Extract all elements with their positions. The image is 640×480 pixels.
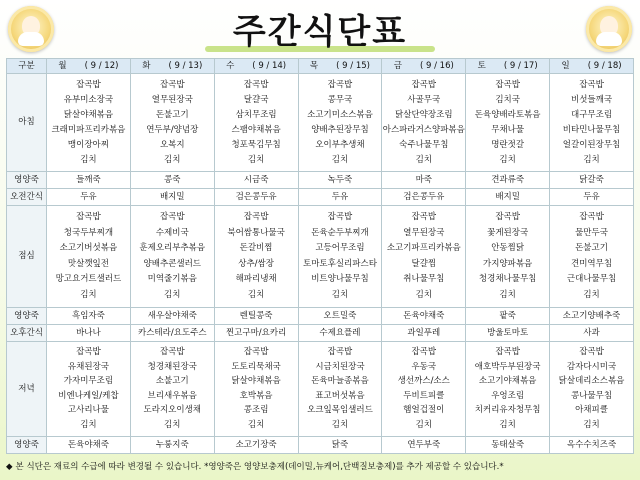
menu-cell xyxy=(466,74,550,172)
menu-item: 안동찜닭 xyxy=(491,243,525,254)
menu-item: 도라지오이생채 xyxy=(143,405,201,416)
menu-item: 달걀국 xyxy=(243,94,269,105)
menu-item: 호박볶음 xyxy=(239,390,273,401)
menu-cell: 렌틸콩죽 xyxy=(214,307,298,324)
menu-cell xyxy=(214,341,298,436)
menu-cell: 찐고구마/요카리 xyxy=(214,324,298,341)
menu-item: 생선까스/소스 xyxy=(397,376,450,387)
menu-item: 잡곡밥 xyxy=(495,347,520,358)
menu-item: 고등어무조림 xyxy=(315,243,365,254)
row-label: 영양죽 xyxy=(7,437,47,454)
menu-item: 청경채나물무침 xyxy=(478,274,537,285)
menu-item: 오이부추생채 xyxy=(315,139,365,150)
menu-item: 김치 xyxy=(80,419,97,430)
menu-cell: 수제요플레 xyxy=(298,324,382,341)
menu-cell: 팥죽 xyxy=(466,307,550,324)
menu-item: 오크잎목임샐러드 xyxy=(307,405,373,416)
menu-cell: 흑임자죽 xyxy=(47,307,131,324)
menu-cell: 과일푸레 xyxy=(382,324,466,341)
menu-item: 스팸야채볶음 xyxy=(231,124,281,135)
menu-item: 김치 xyxy=(247,154,265,165)
menu-item: 훈제오리부추볶음 xyxy=(139,243,206,254)
menu-item: 근대나물무침 xyxy=(566,274,617,285)
row-label: 오전간식 xyxy=(7,189,47,206)
page-title: 주간식단표 xyxy=(232,12,408,52)
menu-item: 유부미소장국 xyxy=(63,94,114,105)
menu-item: 김치 xyxy=(331,419,349,430)
menu-item: 잡곡밥 xyxy=(327,79,353,90)
menu-item: 표고버섯볶음 xyxy=(315,390,365,401)
menu-item: 숙주나물무침 xyxy=(399,139,449,150)
menu-item: 양배추된장무침 xyxy=(311,124,369,135)
menu-item: 수제비국 xyxy=(155,227,189,238)
menu-cell xyxy=(130,74,214,172)
menu-item: 달걀찜 xyxy=(411,258,437,269)
footer-note xyxy=(6,460,634,476)
day-header: 목 ( 9 / 15) xyxy=(298,59,382,74)
menu-item: 애호박두부된장국 xyxy=(474,361,541,372)
nutri-porridge-row xyxy=(7,307,634,324)
row-label: 오후간식 xyxy=(7,324,47,341)
menu-cell: 녹두죽 xyxy=(298,172,382,189)
menu-item: 소고기파프리카볶음 xyxy=(386,243,461,254)
menu-item: 닭살야채볶음 xyxy=(231,376,281,387)
menu-item: 무채나물 xyxy=(491,124,525,135)
menu-item: 햄얼겁절이 xyxy=(403,405,445,416)
menu-item: 얼갈이된장무침 xyxy=(562,139,621,150)
menu-cell xyxy=(382,341,466,436)
menu-item: 해파리냉채 xyxy=(235,274,277,285)
menu-cell: 배지밀 xyxy=(130,189,214,206)
menu-item: 아채피클 xyxy=(575,405,608,416)
menu-item: 닭살단약장조림 xyxy=(395,109,453,120)
menu-cell xyxy=(130,206,214,308)
day-header: 금 ( 9 / 16) xyxy=(382,59,466,74)
menu-cell xyxy=(298,74,382,172)
menu-item: 잡곡밥 xyxy=(243,212,269,223)
menu-item: 김치 xyxy=(331,154,349,165)
menu-cell: 닭갈죽 xyxy=(550,172,634,189)
menu-item: 김치 xyxy=(247,419,265,430)
menu-item: 미역줄기볶음 xyxy=(147,274,197,285)
day-header: 수 ( 9 / 14) xyxy=(214,59,298,74)
menu-item: 유채된장국 xyxy=(67,361,109,372)
menu-item: 소고기버섯볶음 xyxy=(59,243,118,254)
menu-item: 취나물무침 xyxy=(403,274,445,285)
menu-item: 잡곡밥 xyxy=(495,79,520,90)
row-label: 영양죽 xyxy=(7,172,47,189)
menu-cell xyxy=(214,206,298,308)
menu-item: 우엉조림 xyxy=(491,390,525,401)
breakfast-row xyxy=(7,74,634,172)
menu-cell: 시금죽 xyxy=(214,172,298,189)
menu-item: 잡곡밥 xyxy=(159,212,185,223)
header-row xyxy=(7,59,634,74)
menu-item: 두비트피클 xyxy=(403,390,445,401)
corner-label: 구분 xyxy=(7,59,47,74)
menu-cell: 검은콩두유 xyxy=(382,189,466,206)
menu-item: 김치 xyxy=(164,419,181,430)
menu-cell xyxy=(298,341,382,436)
menu-item: 사골무국 xyxy=(407,94,441,105)
am-snack-row xyxy=(7,189,634,206)
menu-cell xyxy=(550,206,634,308)
day-header: 일 ( 9 / 18) xyxy=(550,59,634,74)
menu-item: 청포묵김무침 xyxy=(231,139,281,150)
menu-item: 콩무국 xyxy=(327,94,353,105)
day-header: 월 ( 9 / 12) xyxy=(47,59,131,74)
menu-item: 크래미파프리카볶음 xyxy=(51,124,126,135)
menu-item: 비타민나물무침 xyxy=(562,124,621,135)
menu-cell: 누룽지죽 xyxy=(130,437,214,454)
menu-item: 토마토후실리파스타 xyxy=(303,258,377,269)
menu-cell: 검은콩두유 xyxy=(214,189,298,206)
menu-item: 물만두국 xyxy=(575,227,608,238)
menu-item: 김치 xyxy=(499,154,516,165)
menu-item: 연두부/양념장 xyxy=(146,124,199,135)
footer-text: 본 식단은 재료의 수급에 따라 변경될 수 있습니다. *영양죽은 영양보충제(데이밀,뉴케어,단백질보충제)를 추가 제공할 수 있습니다.* xyxy=(15,462,504,472)
menu-item: 김치국 xyxy=(495,94,520,105)
menu-cell: 카스테라/요도주스 xyxy=(130,324,214,341)
menu-cell xyxy=(47,341,131,436)
pm-snack-row xyxy=(7,324,634,341)
menu-item: 잡곡밥 xyxy=(159,347,185,358)
menu-cell: 닭죽 xyxy=(298,437,382,454)
menu-cell xyxy=(47,206,131,308)
menu-cell xyxy=(466,206,550,308)
menu-item: 오복지 xyxy=(159,139,185,150)
day-header: 토 ( 9 / 17) xyxy=(466,59,550,74)
nutri-porridge-row xyxy=(7,172,634,189)
menu-item: 치커리유자청무침 xyxy=(474,405,541,416)
menu-item: 삼치무조림 xyxy=(235,109,277,120)
menu-cell xyxy=(550,74,634,172)
row-label: 저녁 xyxy=(7,341,47,436)
menu-item: 가자미무조림 xyxy=(63,376,114,387)
menu-item: 소고기야채볶음 xyxy=(478,376,537,387)
menu-item: 김치 xyxy=(415,154,433,165)
menu-item: 우동국 xyxy=(411,361,437,372)
menu-item: 김치 xyxy=(164,154,181,165)
menu-item: 김치 xyxy=(80,154,97,165)
menu-item: 가지양파볶음 xyxy=(483,258,533,269)
menu-item: 북어쌈통나물국 xyxy=(227,227,285,238)
menu-cell: 두유 xyxy=(550,189,634,206)
row-label: 아침 xyxy=(7,74,47,172)
menu-item: 콩조림 xyxy=(243,405,269,416)
menu-cell: 돈육야채죽 xyxy=(47,437,131,454)
menu-item: 김치 xyxy=(164,289,181,300)
menu-item: 김치 xyxy=(499,419,516,430)
menu-item: 망고요거트샐러드 xyxy=(55,274,122,285)
menu-item: 콩나물무침 xyxy=(571,390,613,401)
menu-item: 맹이장아찌 xyxy=(67,139,109,150)
menu-cell: 두유 xyxy=(298,189,382,206)
menu-item: 상추/쌈장 xyxy=(238,258,274,269)
menu-item: 브리새우볶음 xyxy=(147,390,197,401)
menu-item: 열무된장국 xyxy=(403,227,445,238)
menu-cell: 연두부죽 xyxy=(382,437,466,454)
menu-item: 잡곡밥 xyxy=(495,212,520,223)
row-label: 점심 xyxy=(7,206,47,308)
menu-cell: 배지밀 xyxy=(466,189,550,206)
menu-item: 잡곡밥 xyxy=(76,347,101,358)
menu-item: 김치 xyxy=(247,289,265,300)
nutri-porridge-row xyxy=(7,437,634,454)
menu-cell: 마죽 xyxy=(382,172,466,189)
menu-cell: 옥수수치즈죽 xyxy=(550,437,634,454)
menu-item: 비트양나물무침 xyxy=(311,274,369,285)
menu-cell xyxy=(550,341,634,436)
menu-cell: 새우살야채죽 xyxy=(130,307,214,324)
menu-item: 김치 xyxy=(415,289,433,300)
menu-item: 잡곡밥 xyxy=(243,79,269,90)
menu-cell: 소고기양배추죽 xyxy=(550,307,634,324)
menu-item: 견미역무침 xyxy=(571,258,613,269)
lunch-row xyxy=(7,206,634,308)
dinner-row xyxy=(7,341,634,436)
menu-cell xyxy=(382,74,466,172)
menu-cell xyxy=(466,341,550,436)
menu-item: 잡곡밥 xyxy=(579,212,604,223)
menu-item: 비섯들깨국 xyxy=(571,94,613,105)
menu-cell: 견과류죽 xyxy=(466,172,550,189)
menu-item: 닭살데리소스볶음 xyxy=(558,376,625,387)
menu-item: 김치 xyxy=(583,289,600,300)
menu-item: 잡곡밥 xyxy=(76,212,101,223)
menu-item: 시금치된장국 xyxy=(315,361,365,372)
menu-cell xyxy=(130,341,214,436)
menu-item: 도토리묵채국 xyxy=(231,361,281,372)
menu-item: 열무된장국 xyxy=(151,94,193,105)
menu-item: 잡곡밥 xyxy=(159,79,185,90)
menu-item: 아스파라거스양파볶음 xyxy=(382,124,465,135)
menu-item: 닭살야채볶음 xyxy=(63,109,114,120)
menu-cell: 두유 xyxy=(47,189,131,206)
menu-item: 양배추콘샐러드 xyxy=(143,258,201,269)
menu-cell xyxy=(47,74,131,172)
menu-item: 고사리나물 xyxy=(67,405,109,416)
menu-item: 돈육순두부찌개 xyxy=(311,227,369,238)
menu-item: 잡곡밥 xyxy=(76,79,101,90)
menu-item: 잡곡밥 xyxy=(411,212,437,223)
menu-cell: 돈육야채죽 xyxy=(382,307,466,324)
menu-item: 돈육양배라토볶음 xyxy=(474,109,541,120)
menu-item: 비엔나케일/케찹 xyxy=(58,390,119,401)
menu-cell: 방울토마토 xyxy=(466,324,550,341)
menu-cell xyxy=(382,206,466,308)
menu-item: 잡곡밥 xyxy=(411,347,437,358)
menu-cell xyxy=(298,206,382,308)
menu-item: 잡곡밥 xyxy=(579,79,604,90)
diamond-bullet-icon: ◆ xyxy=(6,462,13,472)
menu-item: 잡곡밥 xyxy=(579,347,604,358)
menu-item: 잡곡밥 xyxy=(327,212,353,223)
menu-item: 대구무조림 xyxy=(571,109,613,120)
menu-item: 돈갈비찜 xyxy=(239,243,273,254)
menu-item: 잡곡밥 xyxy=(411,79,437,90)
menu-item: 김치 xyxy=(583,154,600,165)
menu-cell: 들깨죽 xyxy=(47,172,131,189)
menu-item: 소고기미소스볶음 xyxy=(307,109,373,120)
menu-item: 김치 xyxy=(415,419,433,430)
menu-item: 김치 xyxy=(499,289,516,300)
menu-item: 감자다시미국 xyxy=(566,361,617,372)
menu-item: 김치 xyxy=(80,289,97,300)
row-label: 영양죽 xyxy=(7,307,47,324)
day-header: 화 ( 9 / 13) xyxy=(130,59,214,74)
menu-item: 잡곡밥 xyxy=(327,347,353,358)
menu-item: 청국두부찌개 xyxy=(63,227,114,238)
menu-cell: 소고기장죽 xyxy=(214,437,298,454)
menu-item: 돈불고기 xyxy=(575,243,608,254)
menu-cell: 동태살죽 xyxy=(466,437,550,454)
menu-item: 맛살깻잎전 xyxy=(67,258,109,269)
menu-item: 소불고기 xyxy=(155,376,189,387)
menu-cell: 바나나 xyxy=(47,324,131,341)
menu-item: 잡곡밥 xyxy=(243,347,269,358)
menu-cell: 사과 xyxy=(550,324,634,341)
menu-cell: 오트밀죽 xyxy=(298,307,382,324)
menu-item: 명란젓갈 xyxy=(491,139,525,150)
menu-item: 김치 xyxy=(583,419,600,430)
menu-cell: 콩죽 xyxy=(130,172,214,189)
menu-item: 돈육마늘종볶음 xyxy=(311,376,369,387)
menu-item: 돈불고기 xyxy=(155,109,189,120)
menu-cell xyxy=(214,74,298,172)
menu-item: 꽃게된장국 xyxy=(487,227,529,238)
weekly-menu-table xyxy=(6,58,634,454)
menu-item: 청경채된장국 xyxy=(147,361,197,372)
menu-item: 김치 xyxy=(331,289,349,300)
